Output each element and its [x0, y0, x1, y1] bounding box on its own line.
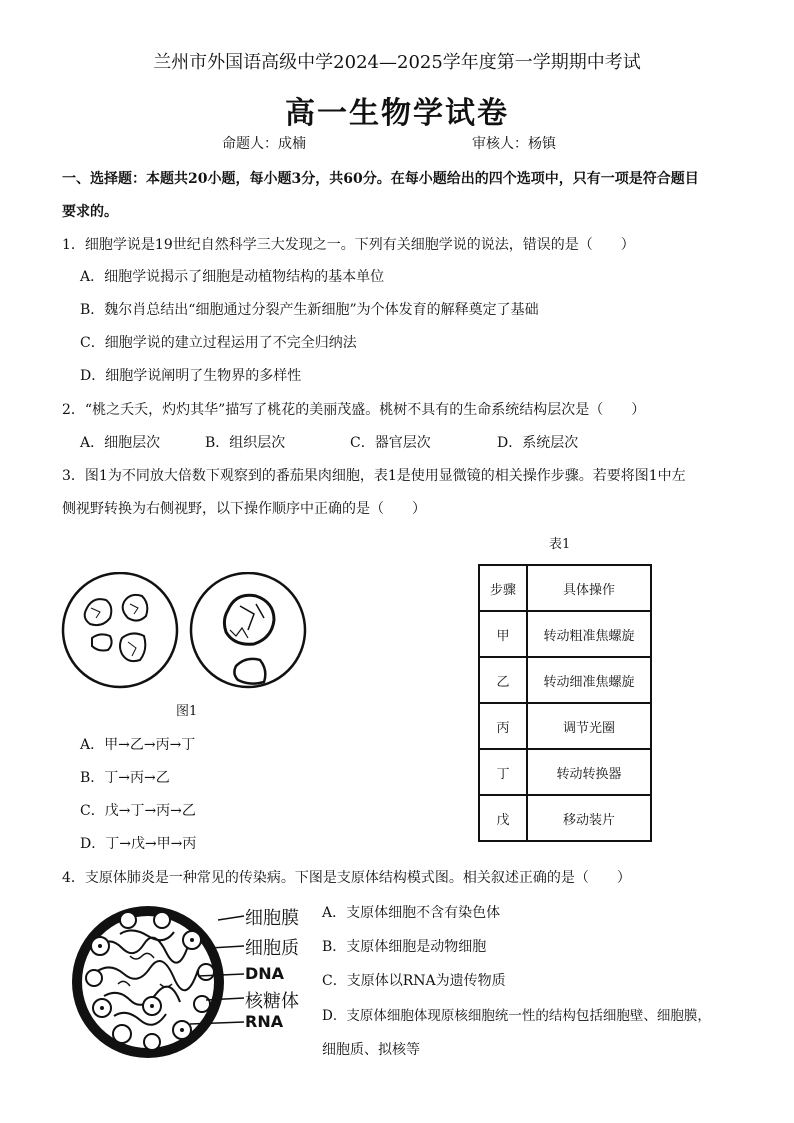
table-header-step: 步骤: [479, 565, 527, 611]
table-header-row: [479, 565, 651, 611]
diagram-label-cytoplasm: 细胞质: [245, 938, 299, 959]
question-1-option-a: A．细胞学说揭示了细胞是动植物结构的基本单位: [80, 269, 385, 285]
table-row: [479, 749, 651, 795]
question-4-option-c: C．支原体以RNA为遗传物质: [322, 973, 506, 989]
exam-school-title: 兰州市外国语高级中学2024—2025学年度第一学期期中考试: [153, 52, 641, 73]
exam-title: 高一生物学试卷: [285, 96, 509, 131]
table-1-caption: 表1: [549, 537, 571, 552]
mycoplasma-structure-diagram: [70, 896, 250, 1076]
question-1-option-b: B．魏尔肖总结出“细胞通过分裂产生新细胞”为个体发育的解释奠定了基础: [80, 302, 539, 318]
reviewer: 审核人：杨镇: [472, 136, 556, 152]
section-heading: 一、选择题：本题共20小题，每小题3分，共60分。在每小题给出的四个选项中，只有一项是符合题目: [62, 171, 699, 187]
figure-1-microscope-views: [60, 572, 310, 692]
table-row: [479, 611, 651, 657]
question-2-option-a: A．细胞层次: [80, 435, 161, 451]
section-heading-cont: 要求的。: [62, 204, 118, 220]
table-cell-operation: 转动粗准焦螺旋: [527, 611, 651, 657]
table-row: [479, 657, 651, 703]
diagram-label-dna: DNA: [245, 964, 285, 983]
table-cell-operation: 调节光圈: [527, 703, 651, 749]
question-4-option-d: D．支原体细胞体现原核细胞统一性的结构包括细胞壁、细胞膜，: [322, 1008, 711, 1024]
question-2-stem: 2．“桃之夭夭，灼灼其华”描写了桃花的美丽茂盛。桃树不具有的生命系统结构层次是（ ）: [62, 402, 646, 418]
table-1-microscope-steps: [478, 564, 652, 842]
high-magnification-view: [191, 573, 305, 687]
question-1-stem: 1．细胞学说是19世纪自然科学三大发现之一。下列有关细胞学说的说法，错误的是（ ）: [62, 237, 635, 253]
question-4-option-a: A．支原体细胞不含有染色体: [322, 905, 501, 921]
question-3-stem-cont: 侧视野转换为右侧视野，以下操作顺序中正确的是（ ）: [62, 501, 426, 517]
diagram-label-cell-membrane: 细胞膜: [245, 908, 299, 929]
setter: 命题人：成楠: [222, 136, 306, 152]
table-row: [479, 703, 651, 749]
table-row: [479, 795, 651, 841]
table-header-operation: 具体操作: [527, 565, 651, 611]
low-magnification-view: [63, 573, 177, 687]
question-2-option-c: C．器官层次: [350, 435, 431, 451]
question-3-stem: 3．图1为不同放大倍数下观察到的番茄果肉细胞，表1是使用显微镜的相关操作步骤。若要将图1中左: [62, 468, 686, 484]
table-cell-step: 丁: [479, 749, 527, 795]
question-4-option-d-cont: 细胞质、拟核等: [322, 1042, 420, 1058]
table-cell-step: 乙: [479, 657, 527, 703]
question-4-stem: 4．支原体肺炎是一种常见的传染病。下图是支原体结构模式图。相关叙述正确的是（ ）: [62, 870, 631, 886]
diagram-label-ribosome: 核糖体: [245, 991, 299, 1012]
table-cell-step: 甲: [479, 611, 527, 657]
question-2-option-b: B．组织层次: [205, 435, 286, 451]
question-3-option-d: D．丁→戊→甲→丙: [80, 836, 197, 852]
diagram-label-rna: RNA: [245, 1012, 284, 1031]
question-2-option-d: D．系统层次: [497, 435, 579, 451]
question-3-option-a: A．甲→乙→丙→丁: [80, 737, 196, 753]
table-cell-operation: 转动细准焦螺旋: [527, 657, 651, 703]
figure-1-caption: 图1: [176, 704, 198, 719]
question-1-option-d: D．细胞学说阐明了生物界的多样性: [80, 368, 302, 384]
table-cell-operation: 移动装片: [527, 795, 651, 841]
question-3-option-c: C．戊→丁→丙→乙: [80, 803, 196, 819]
table-cell-step: 戊: [479, 795, 527, 841]
table-cell-step: 丙: [479, 703, 527, 749]
table-cell-operation: 转动转换器: [527, 749, 651, 795]
question-4-option-b: B．支原体细胞是动物细胞: [322, 939, 487, 955]
question-1-option-c: C．细胞学说的建立过程运用了不完全归纳法: [80, 335, 357, 351]
question-3-option-b: B．丁→丙→乙: [80, 770, 170, 786]
